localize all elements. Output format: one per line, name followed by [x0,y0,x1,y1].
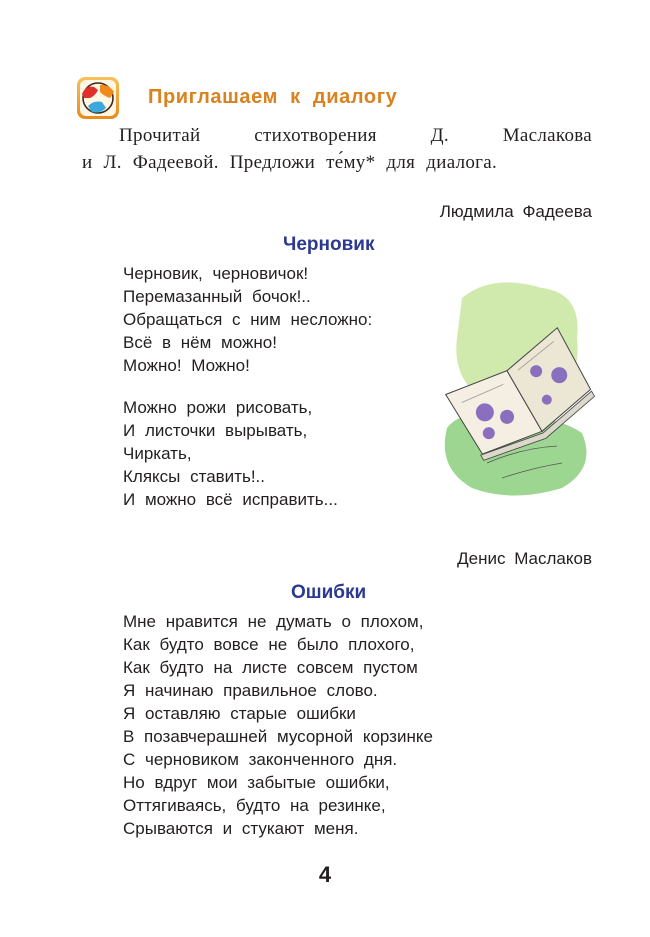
poem-line: Как будто вовсе не было плохого, [123,635,415,654]
poem-line: Я оставляю старые ошибки [123,704,356,723]
poem-line: И можно всё исправить... [123,490,338,509]
poem-stanza [123,262,372,377]
poem-line: Можно! Можно! [123,356,250,375]
poem-author: Людмила Фадеева [439,202,592,221]
poem-author: Денис Маслаков [457,549,592,568]
poem-line: Срываются и стукают меня. [123,819,359,838]
poem-line: Перемазанный бочок!.. [123,287,311,306]
poem-line: Всё в нём можно! [123,333,277,352]
instructions-line-2: и Л. Фадеевой. Предложи те́му* для диалога. [82,152,498,173]
poem-line: В позавчерашней мусорной корзинке [123,727,433,746]
instructions [82,122,592,176]
page-number: 4 [318,862,332,887]
poem-line: Обращаться с ним несложно: [123,310,373,329]
poem-line: Кляксы ставить!.. [123,467,265,486]
notebook-illustration [432,268,602,498]
hands-dialog-icon [76,76,120,120]
poem-line: Я начинаю правильное слово. [123,681,378,700]
poem-line: Как будто на листе совсем пустом [123,658,418,677]
poem-line: Чиркать, [123,444,192,463]
poem-line: Можно рожи рисовать, [123,398,313,417]
poem-line: Мне нравится не думать о плохом, [123,612,424,631]
poem-line: Оттягиваясь, будто на резинке, [123,796,386,815]
poem-line: Но вдруг мои забытые ошибки, [123,773,390,792]
poem-title: Черновик [283,234,375,255]
poem-line: И листочки вырывать, [123,421,308,440]
instructions-line-1: Прочитай стихотворения Д. Маслакова [119,125,592,146]
poem-line: С черновиком законченного дня. [123,750,398,769]
poem-line: Черновик, черновичок! [123,264,309,283]
poem-stanza [123,610,433,840]
poem-title: Ошибки [291,582,367,603]
section-header [76,76,120,120]
poem-stanza [123,396,338,511]
section-title: Приглашаем к диалогу [148,86,398,108]
